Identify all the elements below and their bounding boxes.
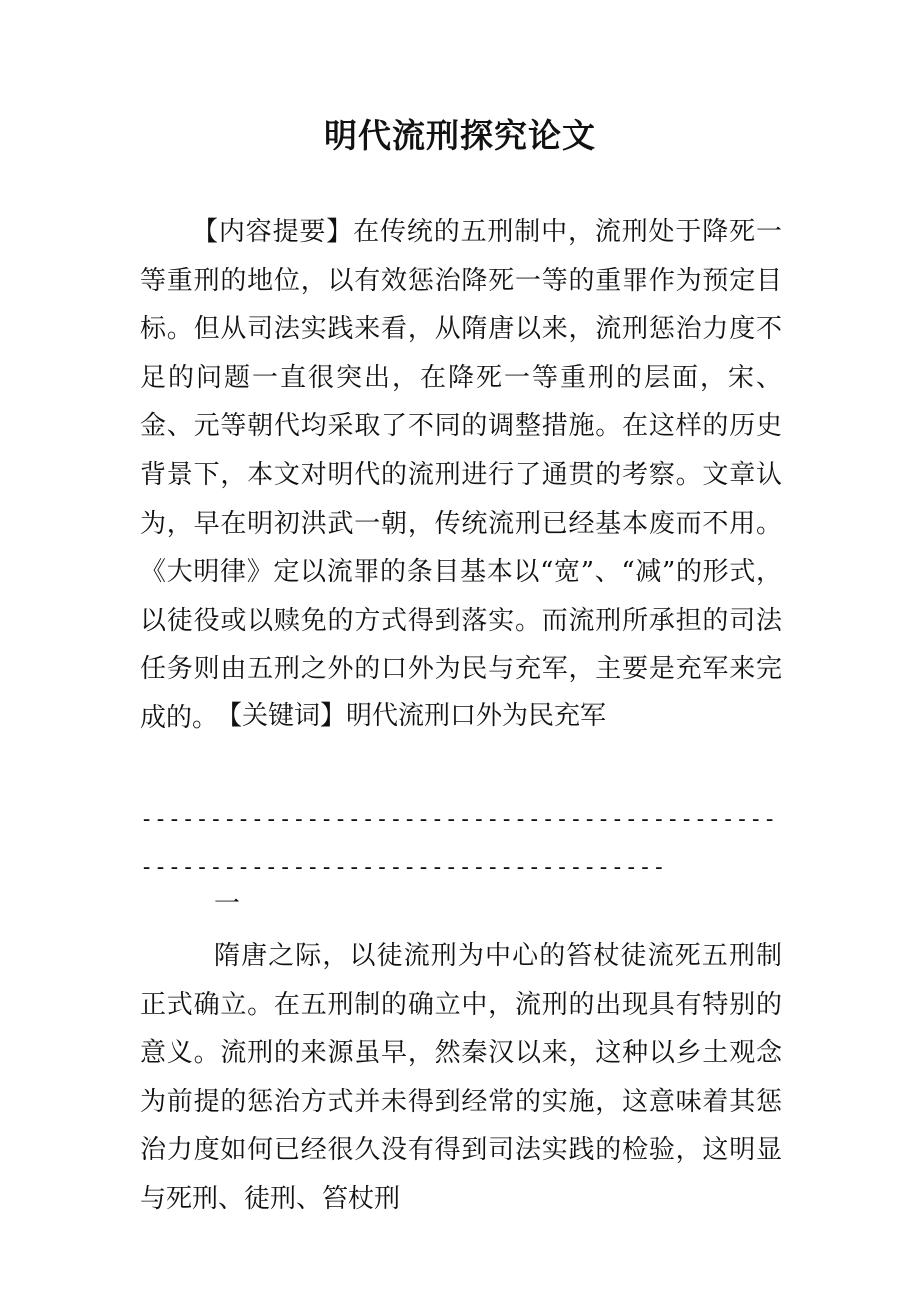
body-paragraph: 隋唐之际，以徒流刑为中心的笞杖徒流死五刑制正式确立。在五刑制的确立中，流刑的出现具有特别的意义。流刑的来源虽早，然秦汉以来，这种以乡土观念为前提的惩治方式并未得到经常的实施，这意味着其惩治力度如何已经很久没有得到司法实践的检验，这明显与死刑、徒刑、笞杖刑	[140, 941, 782, 1214]
separator-line: ------------------------------------------------------------------------------------	[140, 807, 777, 880]
section-number: 一	[214, 889, 241, 919]
document-title: 明代流刑探究论文	[324, 116, 596, 155]
keywords-paragraph: 【关键词】明代流刑口外为民充军	[216, 701, 607, 731]
abstract-paragraph: 【内容提要】在传统的五刑制中，流刑处于降死一等重刑的地位，以有效惩治降死一等的重罪作为预定目标。但从司法实践来看，从隋唐以来，流刑惩治力度不足的问题一直很突出，在降死一等重刑的层面，宋、金、元等朝代均采取了不同的调整措施。在这样的历史背景下，本文对明代的流刑进行了通贯的考察。文章认为，早在明初洪武一朝，传统流刑已经基本废而不用。《大明律》定以流罪的条目基本以“宽”、“减”的形式，以徒役或以赎免的方式得到落实。而流刑所承担的司法任务则由五刑之外的口外为民与充军，主要是充军来完成的。	[140, 217, 782, 733]
